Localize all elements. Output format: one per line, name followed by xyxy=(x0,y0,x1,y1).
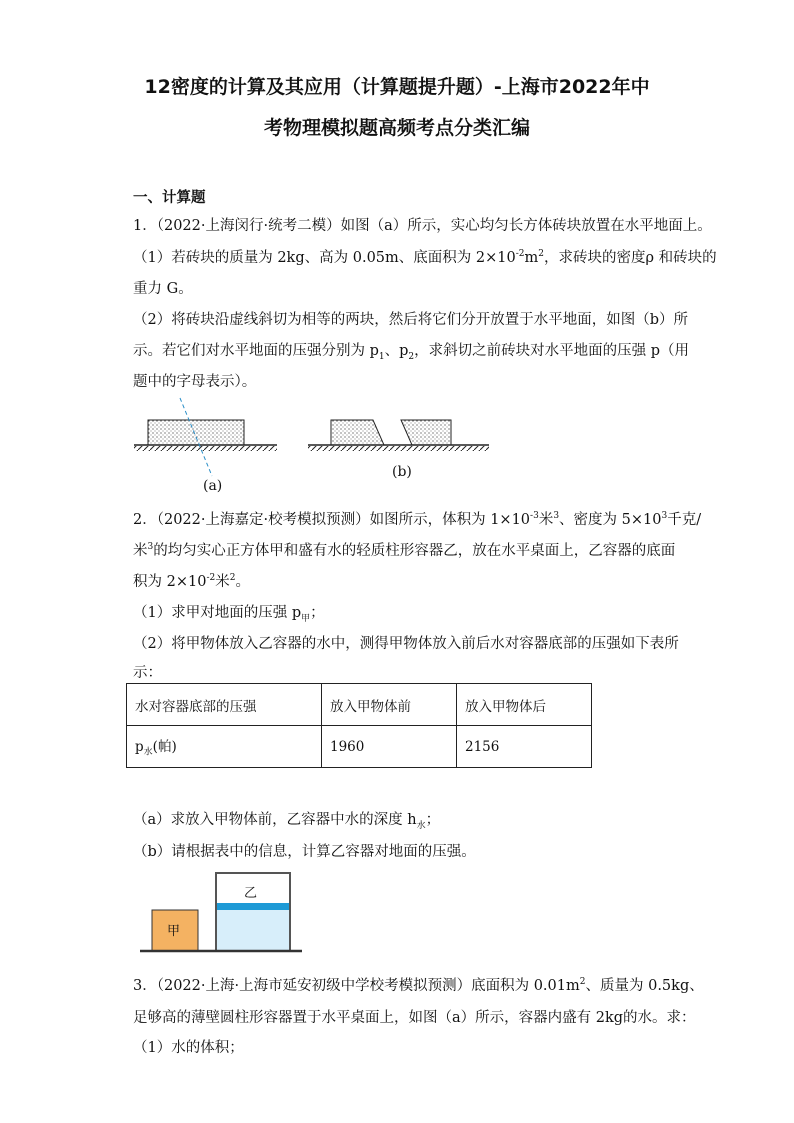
q3-line-3: （1）水的体积； xyxy=(133,1040,244,1056)
q1-line-5: 示。若它们对水平地面的压强分别为 $p_1$、$p_2$，求斜切之前砖块对水平地面的压强 p（用 xyxy=(133,343,690,362)
table-row xyxy=(127,726,592,768)
q1-line-3: 重力 G。 xyxy=(133,281,193,297)
document-title-line-1: 12密度的计算及其应用（计算题提升题）-上海市2022年中 xyxy=(144,76,650,98)
q2-line-4: （1）求甲对地面的压强 $p_甲$； xyxy=(133,605,325,624)
document-title-line-2: 考物理模拟题高频考点分类汇编 xyxy=(263,117,530,139)
q2-line-8: （b）请根据表中的信息，计算乙容器对地面的压强。 xyxy=(133,844,476,860)
table-header-cell: 水对容器底部的压强 xyxy=(127,684,322,726)
cube-jia-label: 甲 xyxy=(167,924,181,939)
table-cell-before: 1960 xyxy=(322,726,457,768)
q2-line-1: 2．（2022·上海嘉定·校考模拟预测）如图所示，体积为 $1\times 10^{-3}$米$^3$、密度为 $5\times 10^3$千克/ xyxy=(133,511,702,528)
figure-b-label: (b) xyxy=(392,464,412,480)
figure-a-label: (a) xyxy=(203,478,223,494)
table-row-label: $p_水$(帕) xyxy=(127,726,322,768)
table-header-cell: 放入甲物体后 xyxy=(457,684,592,726)
q2-line-7: （a）求放入甲物体前，乙容器中水的深度 $h_水$； xyxy=(133,812,441,831)
q1-line-4: （2）将砖块沿虚线斜切为相等的两块，然后将它们分开放置于水平地面，如图（b）所 xyxy=(133,312,689,328)
section-heading: 一、计算题 xyxy=(133,190,206,206)
q2-line-2: 米$^3$的均匀实心正方体甲和盛有水的轻质柱形容器乙，放在水平桌面上，乙容器的底面 xyxy=(133,542,676,559)
q3-line-2: 足够高的薄壁圆柱形容器置于水平桌面上，如图（a）所示，容器内盛有 2kg的水。求： xyxy=(133,1010,696,1026)
container-yi-water xyxy=(217,910,289,950)
q1-line-2: （1）若砖块的质量为 2kg、高为 0.05m、底面积为 $2\times 10^{-2}m^2$，求砖块的密度ρ 和砖块的 xyxy=(133,249,717,266)
table-row xyxy=(127,684,592,726)
q3-line-1: 3．（2022·上海·上海市延安初级中学校考模拟预测）底面积为 $0.01m^2$、质量为 0.5kg、 xyxy=(133,977,704,994)
q2-line-3: 积为 $2\times 10^{-2}$米$^2$。 xyxy=(133,573,250,590)
table-cell-after: 2156 xyxy=(457,726,592,768)
figure-b-ground xyxy=(308,445,489,451)
pressure-table xyxy=(126,683,592,768)
figure-b-left-piece xyxy=(331,420,384,445)
q1-line-6: 题中的字母表示）。 xyxy=(133,374,257,390)
container-yi-water-surface xyxy=(217,903,289,910)
q2-line-6: 示： xyxy=(133,665,162,681)
container-yi-label: 乙 xyxy=(244,886,258,901)
figure-a-brick xyxy=(148,420,244,445)
table-header-cell: 放入甲物体前 xyxy=(322,684,457,726)
q2-figure xyxy=(140,873,302,951)
q1-line-1: 1．（2022·上海闵行·统考二模）如图（a）所示，实心均匀长方体砖块放置在水平地面上。 xyxy=(133,218,712,234)
figure-a-ground xyxy=(134,445,277,451)
figure-b-right-piece xyxy=(401,420,451,445)
q2-line-5: （2）将甲物体放入乙容器的水中，测得甲物体放入前后水对容器底部的压强如下表所 xyxy=(133,636,679,652)
